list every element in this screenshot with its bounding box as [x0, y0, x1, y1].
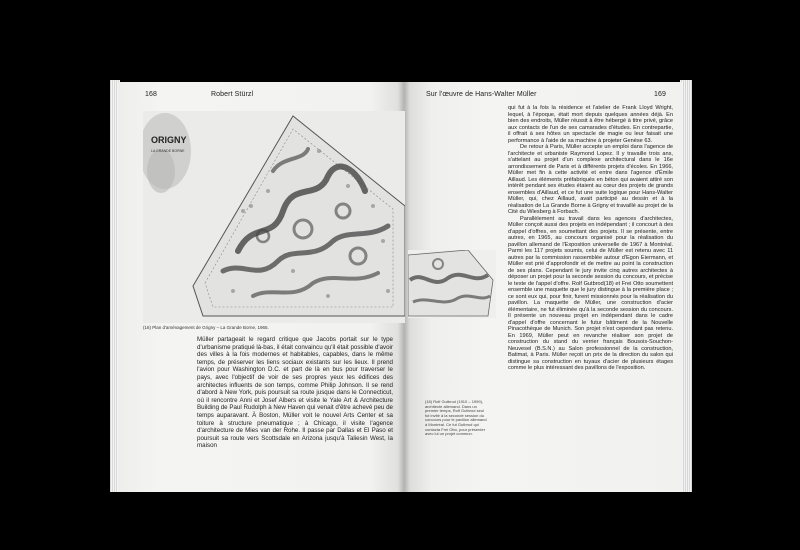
right-body-text	[508, 105, 673, 485]
figure-number: (16)	[143, 325, 152, 330]
site-plan-continuation	[408, 250, 496, 318]
left-page-number: 168	[145, 91, 157, 98]
right-paragraph-1: qui fut à la fois la résidence et l'atelier de Frank Lloyd Wright, lequel, à l'époque, était mort depuis quelques années déjà. En bien des endroits, Müller réussit à être hébergé à titre privé, grâce aux contacts de l'un de ses camarades d'études. En contrepartie, il offrait à ses hôtes un spectacle de magie ou leur faisait une performance à l'aide de sa machine à projeter Genèse 63.	[508, 105, 673, 144]
site-plan-drawing	[143, 111, 405, 323]
figure-caption-text: Plan d'aménagement de Grigny – La Grande Borne, 1965.	[152, 325, 269, 330]
figure-caption	[143, 325, 269, 330]
left-running-head: Robert Stürzl	[211, 91, 254, 98]
right-paragraph-2: De retour à Paris, Müller accepte un emploi dans l'agence de l'architecte et urbaniste Raymond Lopez. Il y travaille trois ans, s'attelant au projet d'un complexe architectural dans le 16e arrondissement de Paris et à différents projets d'écoles. En 1966, Müller met fin à cette activité et entre dans l'agence d'Émile Aillaud. Les éléments préfabriqués en béton qui avaient attiré son intérêt pendant ses études étaient au cœur des projets de grands ensembles d'Aillaud, et ce fut une suite logique pour Hans-Walter Müller, qui, chez Aillaud, avait participé au dessin et à la réalisation de La Grande Borne à Grigny et travaillé au projet de la Cité du Wiesberg à Forbach.	[508, 144, 673, 215]
footnote: (18) Rolf Gutbrod (1910 – 1999), architecte allemand. Dans un premier temps, Rolf Gutbrod seul fut invité à la seconde session du concours pour le pavillon allemand à Montréal. Ce fut Gutbrod qui contacta Frei Otto, pour présenter avec lui un projet commun.	[425, 399, 487, 437]
site-plan-continuation-drawing	[408, 250, 496, 318]
site-plan-image	[143, 111, 405, 323]
right-running-head: Sur l'œuvre de Hans-Walter Müller	[426, 91, 537, 98]
left-paragraph: Müller partageait le regard critique que Jacobs portait sur le type d'urbanisme pratiqué là-bas, il était convaincu qu'il était possible d'avoir des villes à la fois modernes et habitables, capables, dans le même temps, de préserver les liens sociaux existants sur les lieux. Il prend l'avion pour Washington D.C. et part de là en bus pour traverser le pays, avec l'objectif de voir de ses propres yeux les édifices des architectes influents de son temps, comme Philip Johnson. Il se rend d'abord à New York, puis poursuit sa route jusque dans le Connecticut, où il rencontre Anni et Josef Albers et visite le Yale Art & Architecture Building de Paul Rudolph à New Haven qui venait d'être achevé peu de temps auparavant. À Boston, Müller voit le nouvel Arts Center et sa toiture à structure pneumatique ; à Chicago, il visite l'agence d'architecture de Mies van der Rohe. Il passe par Dallas et El Paso et poursuit sa route vers Scottsdale en Arizona jusqu'à Taliesin West, la maison	[197, 336, 393, 450]
plan-title: ORIGNY	[151, 135, 187, 145]
plan-subtitle: LA GRANDE BORNE	[151, 149, 185, 153]
right-page-number: 169	[654, 91, 666, 98]
left-body-text	[197, 336, 393, 486]
right-paragraph-3: Parallèlement au travail dans les agences d'architectes, Müller conçoit aussi des projets en indépendant ; il concourt à des d'appel d'offres, en soumettant des projets. Il se présente, entre autres, en 1965, au concours organisé pour la réalisation du pavillon allemand de l'Exposition universelle de 1967 à Montréal. Parmi les 117 projets soumis, celui de Müller est retenu avec 11 autres par la commission rassemblée autour d'Egon Eiermann, et Müller est prié d'approfondir et de mettre au point la construction de ses plans. Cependant le jury invite cinq autres architectes à déposer un projet pour la seconde session du concours, et précise le texte de l'appel d'offre. Rolf Gutbrod(18) et Frei Otto soumettent ensemble une maquette que le jury distingue à la première place ; ce sont eux qui, pour finir, furent missionnés pour la réalisation du pavillon. La maquette de Müller, une construction d'acier élémentaire, ne fut éliminée qu'à la seconde session du concours. Il présente un nouveau projet en indépendant dans le cadre d'appel d'offre concernant le futur bâtiment de la Nouvelle Pinacothèque de Munich. Son projet n'est cependant pas retenu. En 1969, Müller peut en revanche réaliser son projet de construction du stand du verrier français Bousois-Souchon-Neuvesel (B.S.N.) au Salon professionnel de la construction, Batimat, à Paris. Müller reçoit un prix de la direction du salon qui distingue sa construction en tuyaux d'acier de plusieurs étages comme le plus intéressant des pavillons de l'exposition.	[508, 215, 673, 371]
